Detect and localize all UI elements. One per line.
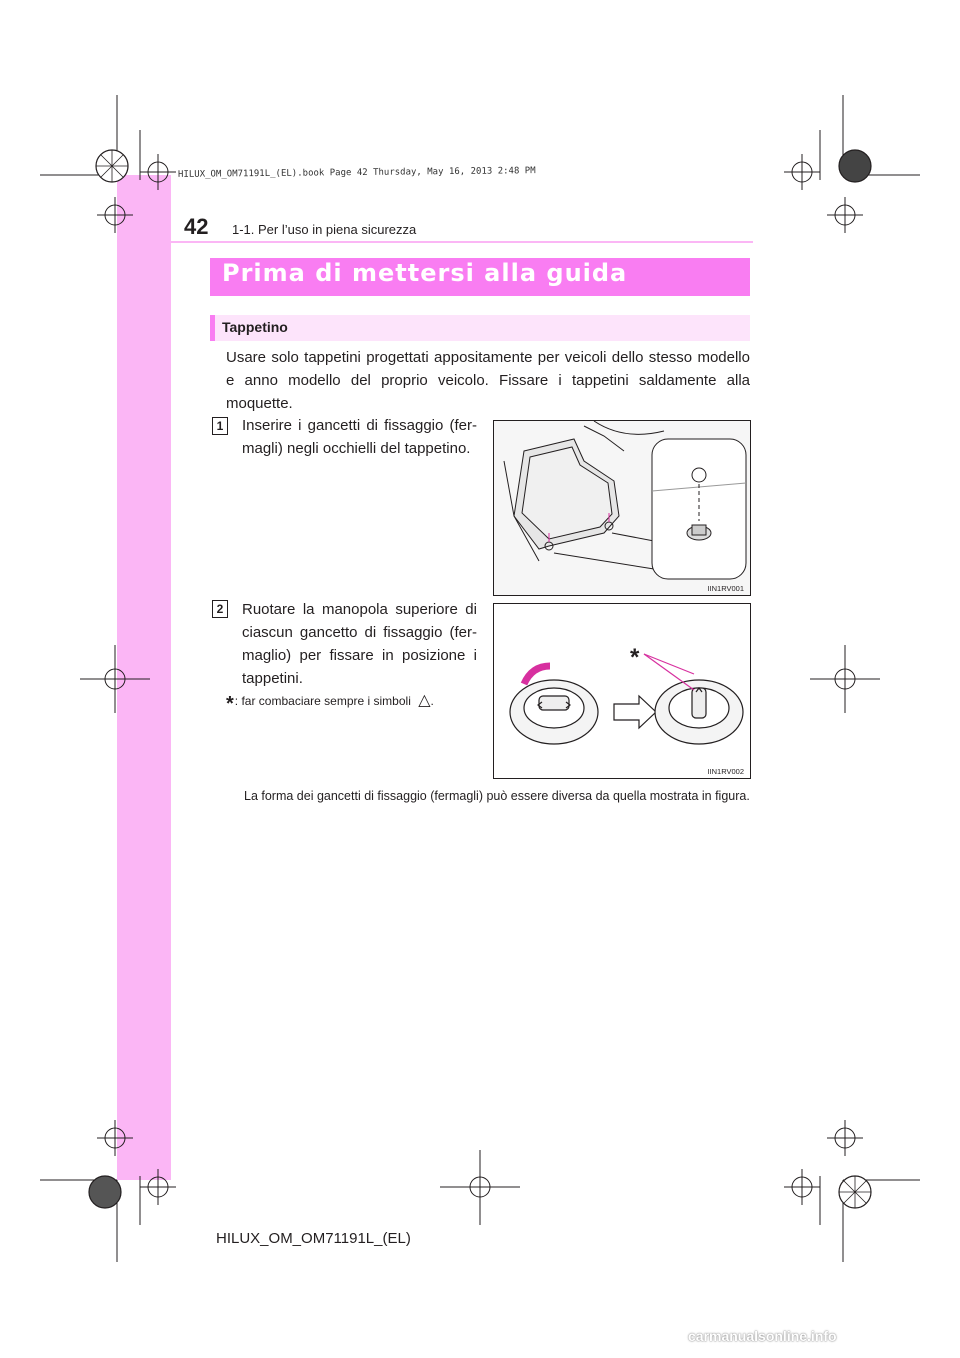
subsection-accent — [210, 315, 215, 341]
watermark: carmanualsonline.info — [688, 1328, 837, 1344]
note-end: . — [430, 694, 434, 708]
note-marker: * — [226, 693, 234, 715]
intro-paragraph: Usare solo tappetini progettati appositamente per veicoli dello stesso modello e anno modello del proprio veicolo. Fissare i tappetini saldamente alla moquette. — [226, 349, 750, 412]
section-label: 1-1. Per l’uso in piena sicurezza — [232, 222, 417, 237]
figure-code-1: IIN1RV001 — [707, 584, 744, 593]
subsection-bar — [210, 315, 750, 341]
clip-rotation-illustration — [494, 604, 750, 778]
page-number: 42 — [184, 214, 209, 239]
step-number-1: 1 — [212, 417, 228, 435]
step-text-1: Inserire i gancetti di fissaggio (fer-magli) negli occhielli del tappetino. — [242, 417, 477, 457]
figure-floor-mat — [493, 420, 751, 596]
figure-clip-rotation — [493, 603, 751, 779]
subsection-title: Tappetino — [222, 319, 288, 335]
figure-caption: La forma dei gancetti di fissaggio (fermagli) può essere diversa da quella mostrata in figura. — [244, 789, 750, 803]
figure-asterisk: * — [630, 644, 640, 671]
note-line — [226, 690, 434, 716]
triangle-symbol-icon: △ — [418, 692, 431, 709]
footer-code: HILUX_OM_OM71191L_(EL) — [216, 1230, 411, 1247]
note-text: : far combaciare sempre i simboli — [234, 694, 411, 708]
step-text-2: Ruotare la manopola superiore di ciascun gancetto di fissaggio (fer-maglio) per fissare in posizione i tappetini. — [242, 601, 477, 687]
figure-code-2: IIN1RV002 — [707, 767, 744, 776]
page-title: Prima di mettersi alla guida — [222, 259, 628, 287]
book-stamp: HILUX_OM_OM71191L_(EL).book Page 42 Thursday, May 16, 2013 2:48 PM — [177, 166, 536, 180]
floor-mat-illustration — [494, 421, 750, 595]
step-number-2: 2 — [212, 600, 228, 618]
